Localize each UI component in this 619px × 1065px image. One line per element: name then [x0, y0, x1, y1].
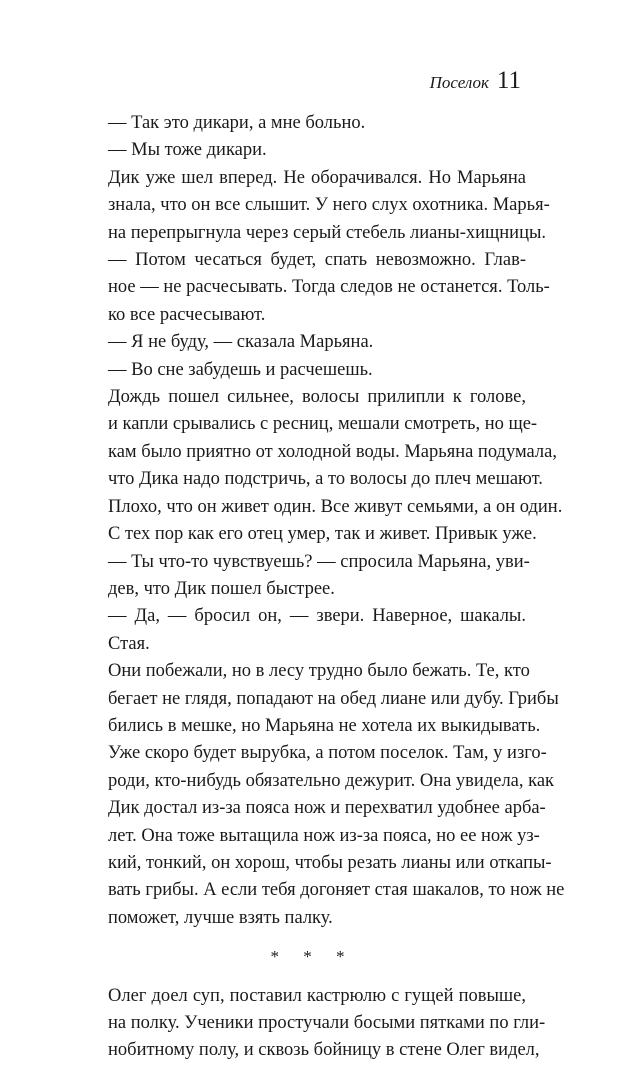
paragraphs-after-break	[89, 983, 546, 1065]
paragraph	[89, 329, 526, 356]
text-line: — Я не буду, — сказала Марьяна.	[108, 332, 374, 353]
text-line: и капли срывались с ресниц, мешали смотреть, но ще-	[108, 414, 538, 435]
text-line: Дик уже шел вперед. Не оборачивался. Но Марьяна	[108, 167, 526, 188]
paragraph	[89, 603, 526, 658]
text-line: Дик достал из-за пояса нож и перехватил удобнее арба-	[108, 798, 546, 819]
text-line: Плохо, что он живет один. Все живут семьями, а он один.	[108, 496, 563, 517]
text-line: Стая.	[108, 633, 150, 654]
text-line: нобитному полу, и сквозь бойницу в стене Олег видел,	[108, 1040, 540, 1061]
text-line: бегает не глядя, попадают на обед лиане или дубу. Грибы	[108, 688, 559, 709]
text-line: бились в мешке, но Марьяна не хотела их выкидывать.	[108, 715, 541, 736]
paragraph	[89, 110, 526, 137]
paragraph	[89, 247, 550, 329]
paragraph	[89, 658, 565, 932]
text-line: кам было приятно от холодной воды. Марьяна подумала,	[108, 441, 557, 462]
text-line: поможет, лучше взять палку.	[108, 907, 333, 928]
text-line: Олег доел суп, поставил кастрюлю с гущей повыше,	[108, 985, 526, 1006]
text-line: кий, тонкий, он хорош, чтобы резать лианы или откапы-	[108, 852, 552, 873]
paragraph	[89, 165, 550, 247]
paragraph	[89, 384, 563, 548]
text-line: на перепрыгнула через серый стебель лианы-хищницы.	[108, 222, 547, 243]
paragraph	[89, 357, 526, 384]
paragraph	[89, 137, 526, 164]
text-line: — Мы тоже дикари.	[108, 140, 267, 161]
text-line: Уже скоро будет вырубка, а потом поселок. Там, у изго-	[108, 743, 547, 764]
text-line: С тех пор как его отец умер, так и живет. Привык уже.	[108, 524, 537, 545]
text-line: ко все расчесывают.	[108, 304, 266, 325]
text-line: — Да, — бросил он, — звери. Наверное, шакалы.	[108, 606, 526, 627]
text-line: дев, что Дик пошел быстрее.	[108, 578, 335, 599]
paragraphs-before-break	[89, 110, 565, 932]
running-head	[430, 68, 521, 93]
text-line: на полку. Ученики простучали босыми пятками по гли-	[108, 1013, 546, 1033]
running-title: Поселок	[429, 73, 489, 92]
text-line: — Ты что-то чувствуешь? — спросила Марьяна, уви-	[108, 551, 530, 572]
text-line: что Дика надо подстричь, а то волосы до плеч мешают.	[108, 469, 543, 490]
text-line: — Во сне забудешь и расчешешь.	[108, 359, 373, 380]
paragraph	[89, 983, 546, 1065]
text-line: роди, кто-нибудь обязательно дежурит. Она увидела, как	[108, 770, 555, 791]
text-line: — Так это дикари, а мне больно.	[108, 113, 366, 133]
paragraph	[89, 549, 530, 604]
text-line: Они побежали, но в лесу трудно было бежать. Те, кто	[108, 661, 530, 682]
text-line: вать грибы. А если тебя догоняет стая шакалов, то нож не	[108, 880, 565, 901]
section-separator: * * *	[270, 947, 355, 967]
page-number: 11	[496, 67, 521, 94]
text-line: Дождь пошел сильнее, волосы прилипли к голове,	[108, 387, 526, 408]
text-line: ное — не расчесывать. Тогда следов не останется. Толь-	[108, 277, 550, 298]
text-line: — Потом чесаться будет, спать невозможно. Глав-	[108, 250, 526, 271]
text-body	[89, 110, 565, 1065]
text-line: знала, что он все слышит. У него слух охотника. Марья-	[108, 195, 550, 216]
text-line: лет. Она тоже вытащила нож из-за пояса, но ее нож уз-	[108, 825, 540, 846]
